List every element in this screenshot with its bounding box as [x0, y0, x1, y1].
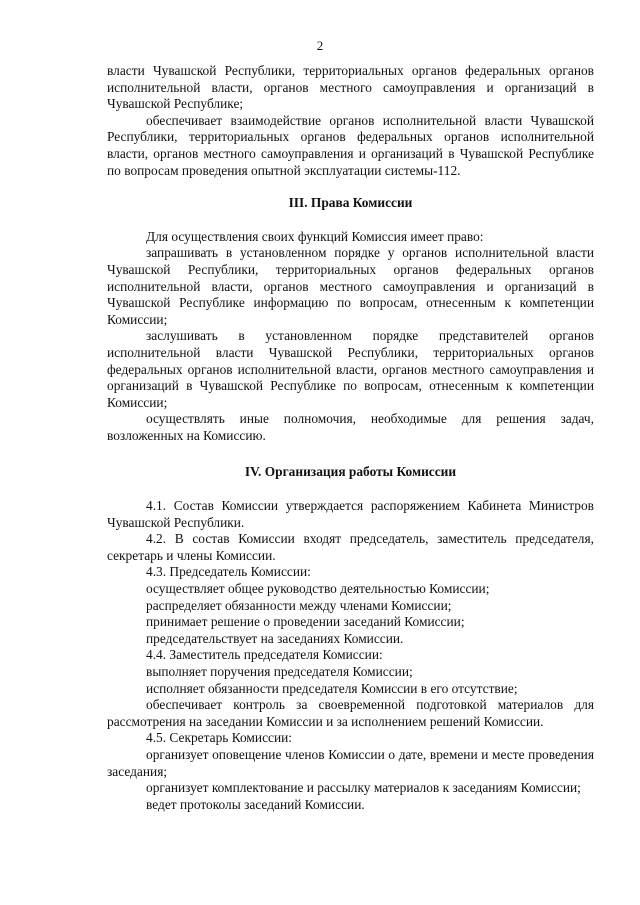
paragraph: распределяет обязанности между членами Комиссии;: [146, 597, 452, 613]
paragraph: организует комплектование и рассылку материалов к заседаниям Комиссии;: [146, 780, 581, 796]
page-number: 2: [316, 38, 324, 53]
paragraph: 4.2. В состав Комиссии входят председатель, заместитель председателя, секретарь и члены Комиссии.: [107, 531, 594, 563]
paragraph: принимает решение о проведении заседаний Комиссии;: [146, 614, 465, 630]
document-body: [107, 63, 594, 813]
paragraph: осуществляет общее руководство деятельностью Комиссии;: [146, 581, 490, 597]
paragraph: запрашивать в установленном порядке у органов исполнительной власти Чувашской Республики, территориальных органов федеральных органов исполнительной власти, органов местного самоуправления и организаций в Чувашской Республике информацию по вопросам, отнесенным к компетенции Комиссии;: [107, 245, 594, 327]
paragraph: 4.5. Секретарь Комиссии:: [146, 730, 293, 746]
paragraph: организует оповещение членов Комиссии о дате, времени и месте проведения заседания;: [107, 746, 594, 779]
paragraph: обеспечивает контроль за своевременной подготовкой материалов для рассмотрения на заседании Комиссии и за исполнением решений Комиссии.: [107, 697, 594, 729]
paragraph: власти Чувашской Республики, территориальных органов федеральных органов исполнительной власти, органов местного самоуправления и организаций в Чувашской Республике;: [107, 63, 594, 112]
paragraph: 4.1. Состав Комиссии утверждается распоряжением Кабинета Министров Чувашской Республики.: [107, 498, 594, 530]
paragraph: исполняет обязанности председателя Комиссии в его отсутствие;: [146, 680, 518, 696]
paragraph: осуществлять иные полномочия, необходимые для решения задач, возложенных на Комиссию.: [107, 411, 594, 443]
paragraph: ведет протоколы заседаний Комиссии.: [146, 796, 365, 812]
paragraph: 4.3. Председатель Комиссии:: [146, 564, 311, 580]
section-heading-organization: IV. Организация работы Комиссии: [244, 464, 457, 480]
paragraph: обеспечивает взаимодействие органов исполнительной власти Чувашской Республики, территориальных органов федеральных органов исполнительной власти, органов местного самоуправления и организаций в Чувашской Республике по вопросам проведения опытной эксплуатации системы-112.: [107, 112, 594, 178]
section-heading-rights: III. Права Комиссии: [288, 195, 413, 211]
paragraph: председательствует на заседаниях Комиссии.: [146, 630, 404, 646]
paragraph: Для осуществления своих функций Комиссия имеет право:: [146, 228, 484, 244]
paragraph: выполняет поручения председателя Комиссии;: [146, 664, 413, 679]
paragraph: 4.4. Заместитель председателя Комиссии:: [146, 647, 383, 663]
paragraph: заслушивать в установленном порядке представителей органов исполнительной власти Чувашской Республики, территориальных органов федеральных органов исполнительной власти, органов местного самоуправления и организаций в Чувашской Республике по вопросам, отнесенным к компетенции Комиссии;: [107, 328, 594, 410]
